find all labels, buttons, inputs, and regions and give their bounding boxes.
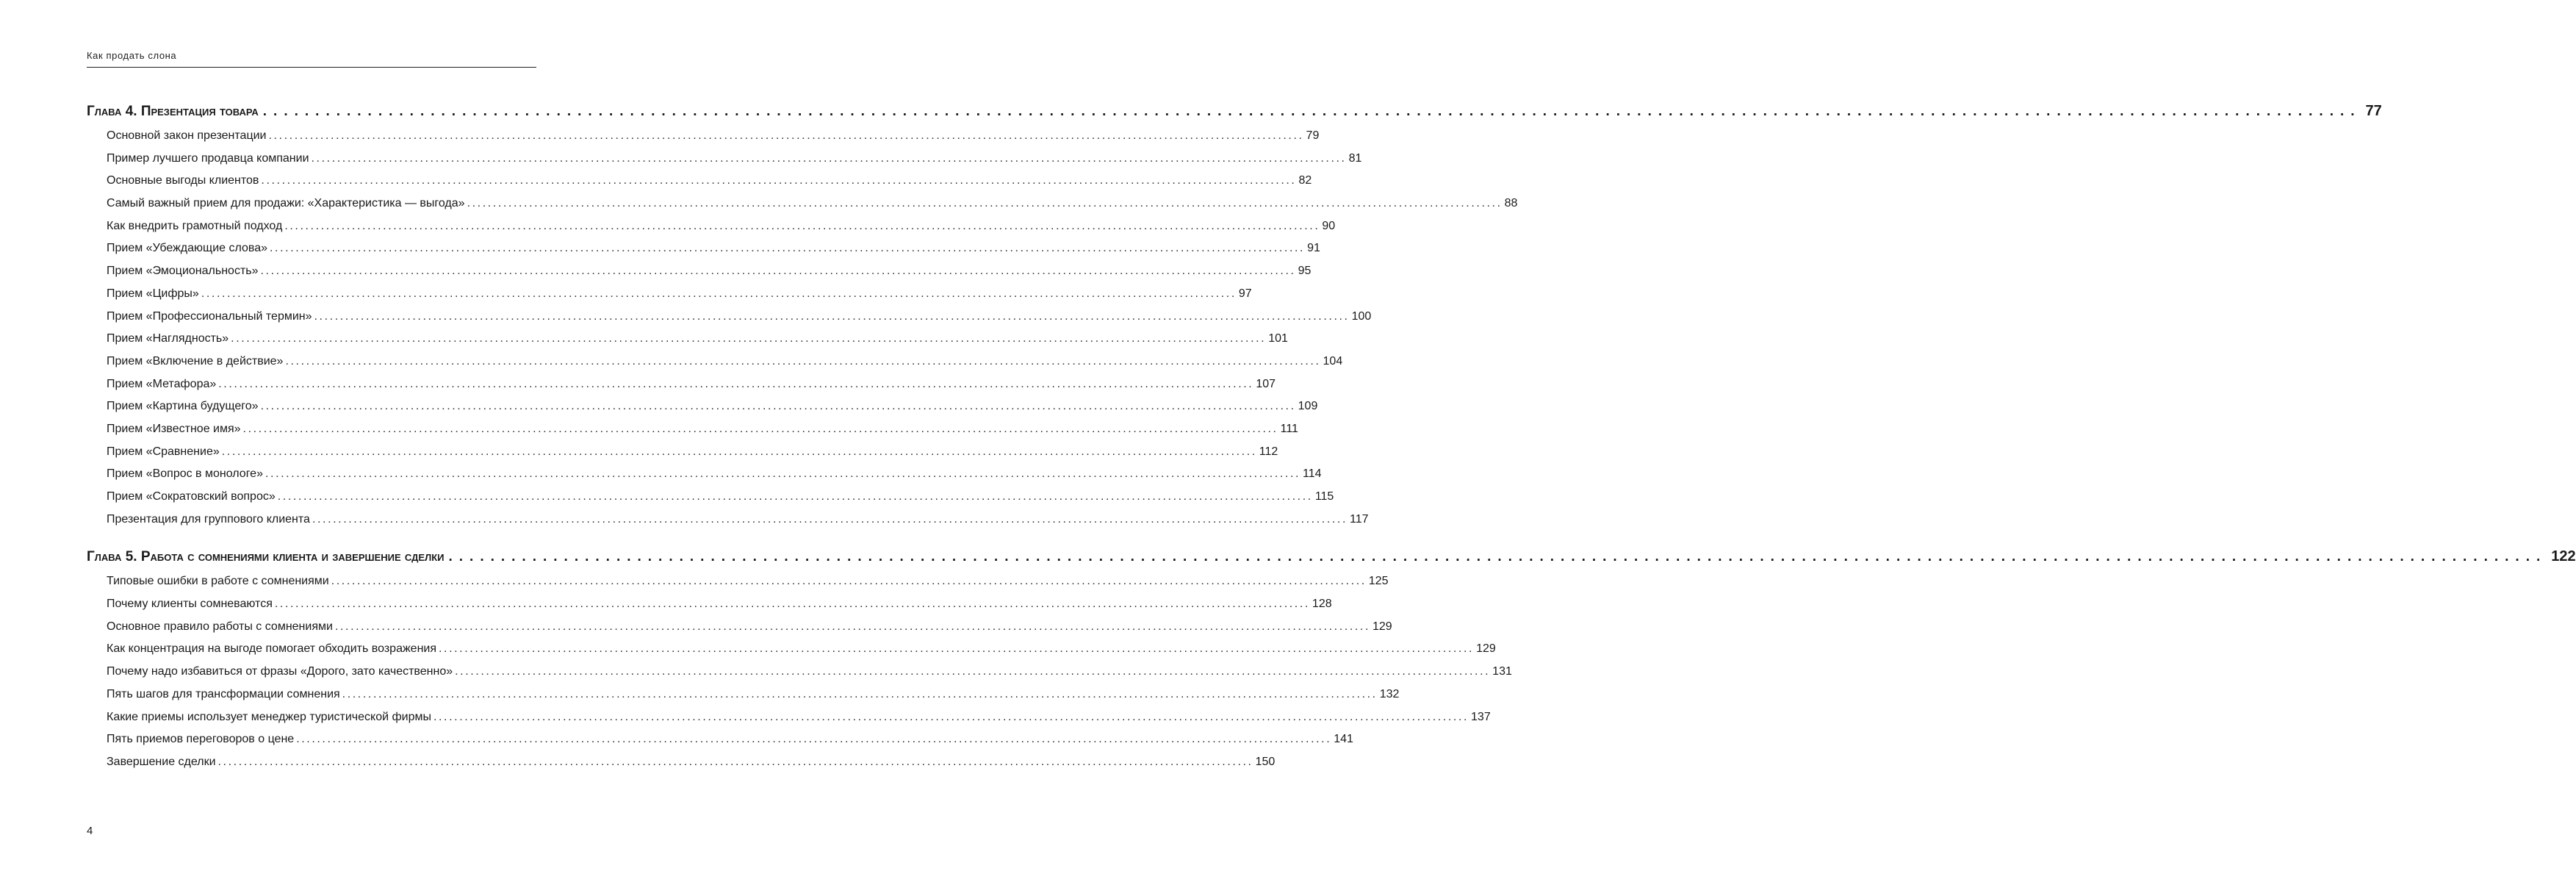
entry-page: 91 — [1307, 242, 1320, 255]
entry-page: 128 — [1312, 598, 1332, 611]
entry-page: 97 — [1238, 287, 1252, 300]
entry-title: Основной закон презентации — [107, 129, 267, 142]
entry-page: 101 — [1268, 332, 1288, 345]
entry-page: 107 — [1256, 377, 1276, 390]
toc-entry — [87, 684, 1400, 706]
entry-page: 132 — [1379, 687, 1400, 700]
toc-entry — [87, 638, 1496, 661]
dot-leader: ........................................................................................................................................................................................................ — [262, 104, 2361, 119]
dot-leader: ........................................................................................................................................................................................................ — [285, 354, 1321, 368]
dot-leader: ........................................................................................................................................................................................................ — [314, 309, 1350, 323]
toc-entry — [87, 283, 1252, 306]
book-title: Как продать слона — [87, 50, 177, 61]
dot-leader: ........................................................................................................................................................................................................ — [268, 129, 1304, 142]
chapter-page: 77 — [2365, 103, 2382, 119]
dot-leader: ........................................................................................................................................................................................................ — [261, 174, 1297, 187]
entry-page: 81 — [1348, 151, 1362, 165]
dot-leader: ........................................................................................................................................................................................................ — [270, 242, 1306, 255]
toc-entry — [87, 570, 1389, 593]
dot-leader: ........................................................................................................................................................................................................ — [331, 575, 1367, 588]
dot-leader: ........................................................................................................................................................................................................ — [312, 512, 1348, 526]
toc-entry — [87, 170, 1312, 193]
dot-leader: ........................................................................................................................................................................................................ — [260, 400, 1296, 413]
chapter-heading — [87, 103, 2382, 125]
entry-page: 100 — [1351, 309, 1372, 323]
dot-leader: ........................................................................................................................................................................................................ — [467, 197, 1503, 210]
entry-page: 114 — [1303, 467, 1322, 481]
toc-entry — [87, 441, 1278, 464]
entry-page: 117 — [1350, 512, 1369, 526]
chapter-page: 122 — [2551, 548, 2576, 565]
entry-title: Почему надо избавиться от фразы «Дорого, зато качественно» — [107, 665, 453, 678]
chapter-title: Глава 5. Работа с сомнениями клиента и завершение сделки — [87, 549, 445, 565]
entry-title: Почему клиенты сомневаются — [107, 598, 273, 611]
toc-entry — [87, 486, 1334, 509]
toc-entry — [87, 125, 1320, 148]
entry-page: 82 — [1298, 174, 1312, 187]
dot-leader: ........................................................................................................................................................................................................ — [334, 620, 1370, 633]
entry-title: Пять приемов переговоров о цене — [107, 733, 295, 746]
entry-title: Прием «Известное имя» — [107, 422, 241, 435]
dot-leader: ........................................................................................................................................................................................................ — [433, 710, 1469, 723]
dot-leader: ........................................................................................................................................................................................................ — [217, 755, 1253, 768]
entry-title: Пример лучшего продавца компании — [107, 151, 309, 165]
chapter-title: Глава 4. Презентация товара — [87, 104, 259, 119]
toc-entry — [87, 351, 1343, 373]
entry-page: 111 — [1280, 422, 1298, 435]
toc-entry — [87, 306, 1372, 329]
entry-page: 90 — [1322, 219, 1336, 232]
entry-page: 129 — [1372, 620, 1392, 633]
entry-title: Презентация для группового клиента — [107, 512, 310, 526]
entry-title: Прием «Наглядность» — [107, 332, 229, 345]
entry-page: 137 — [1471, 710, 1491, 723]
dot-leader: ........................................................................................................................................................................................................ — [448, 549, 2547, 565]
toc-entry — [87, 148, 1362, 171]
dot-leader: ........................................................................................................................................................................................................ — [342, 687, 1378, 700]
entry-page: 115 — [1314, 490, 1334, 503]
dot-leader: ........................................................................................................................................................................................................ — [221, 445, 1257, 458]
entry-title: Прием «Профессиональный термин» — [107, 309, 312, 323]
entry-page: 95 — [1298, 265, 1312, 278]
dot-leader: ........................................................................................................................................................................................................ — [201, 287, 1237, 300]
entry-title: Прием «Вопрос в монологе» — [107, 467, 263, 481]
toc-entry — [87, 509, 1369, 531]
dot-leader: ........................................................................................................................................................................................................ — [455, 665, 1491, 678]
dot-leader: ........................................................................................................................................................................................................ — [274, 598, 1310, 611]
entry-title: Прием «Цифры» — [107, 287, 199, 300]
toc-entry — [87, 463, 1322, 486]
entry-title: Самый важный прием для продажи: «Характеристика — выгода» — [107, 197, 465, 210]
toc-entry — [87, 728, 1353, 751]
entry-title: Пять шагов для трансформации сомнения — [107, 687, 340, 700]
entry-page: 88 — [1504, 197, 1518, 210]
entry-page: 125 — [1368, 575, 1389, 588]
dot-leader: ........................................................................................................................................................................................................ — [311, 151, 1347, 165]
entry-title: Прием «Убеждающие слова» — [107, 242, 268, 255]
entry-title: Прием «Картина будущего» — [107, 400, 259, 413]
dot-leader: ........................................................................................................................................................................................................ — [231, 332, 1267, 345]
entry-page: 104 — [1323, 354, 1343, 368]
dot-leader: ........................................................................................................................................................................................................ — [277, 490, 1313, 503]
entry-title: Завершение сделки — [107, 755, 216, 768]
entry-title: Прием «Включение в действие» — [107, 354, 284, 368]
dot-leader: ........................................................................................................................................................................................................ — [296, 733, 1332, 746]
dot-leader: ........................................................................................................................................................................................................ — [265, 467, 1301, 481]
entry-page: 150 — [1255, 755, 1276, 768]
entry-title: Какие приемы использует менеджер туристической фирмы — [107, 710, 431, 723]
dot-leader: ........................................................................................................................................................................................................ — [218, 377, 1254, 390]
entry-page: 109 — [1298, 400, 1318, 413]
entry-page: 129 — [1476, 642, 1496, 656]
entry-title: Типовые ошибки в работе с сомнениями — [107, 575, 329, 588]
toc-entry — [87, 661, 1512, 684]
toc-entry — [87, 706, 1491, 729]
entry-title: Прием «Эмоциональность» — [107, 265, 259, 278]
toc-entry — [87, 215, 1336, 238]
chapter-gap — [87, 531, 536, 548]
page-number: 4 — [87, 825, 93, 837]
entry-title: Как концентрация на выгоде помогает обходить возражения — [107, 642, 436, 656]
entry-title: Прием «Метафора» — [107, 377, 217, 390]
toc-entry — [87, 193, 1518, 215]
dot-leader: ........................................................................................................................................................................................................ — [242, 422, 1278, 435]
entry-title: Как внедрить грамотный подход — [107, 219, 283, 232]
dot-leader: ........................................................................................................................................................................................................ — [260, 265, 1296, 278]
entry-page: 141 — [1334, 733, 1353, 746]
entry-title: Прием «Сократовский вопрос» — [107, 490, 276, 503]
dot-leader: ........................................................................................................................................................................................................ — [439, 642, 1475, 656]
entry-page: 112 — [1259, 445, 1278, 458]
entry-title: Прием «Сравнение» — [107, 445, 220, 458]
entry-title: Основные выгоды клиентов — [107, 174, 259, 187]
toc-entry — [87, 237, 1320, 260]
entry-title: Основное правило работы с сомнениями — [107, 620, 333, 633]
entry-page: 131 — [1492, 665, 1512, 678]
toc-entry — [87, 373, 1276, 396]
running-head — [87, 50, 536, 68]
toc-entry — [87, 593, 1332, 616]
toc-entry — [87, 616, 1392, 639]
toc-entry — [87, 328, 1288, 351]
toc-entry — [87, 260, 1312, 283]
toc-entry — [87, 395, 1318, 418]
toc-entry — [87, 751, 1276, 774]
chapter-heading — [87, 548, 2576, 570]
table-of-contents — [87, 103, 2576, 774]
toc-entry — [87, 418, 1298, 441]
entry-page: 79 — [1306, 129, 1320, 142]
dot-leader: ........................................................................................................................................................................................................ — [284, 219, 1320, 232]
